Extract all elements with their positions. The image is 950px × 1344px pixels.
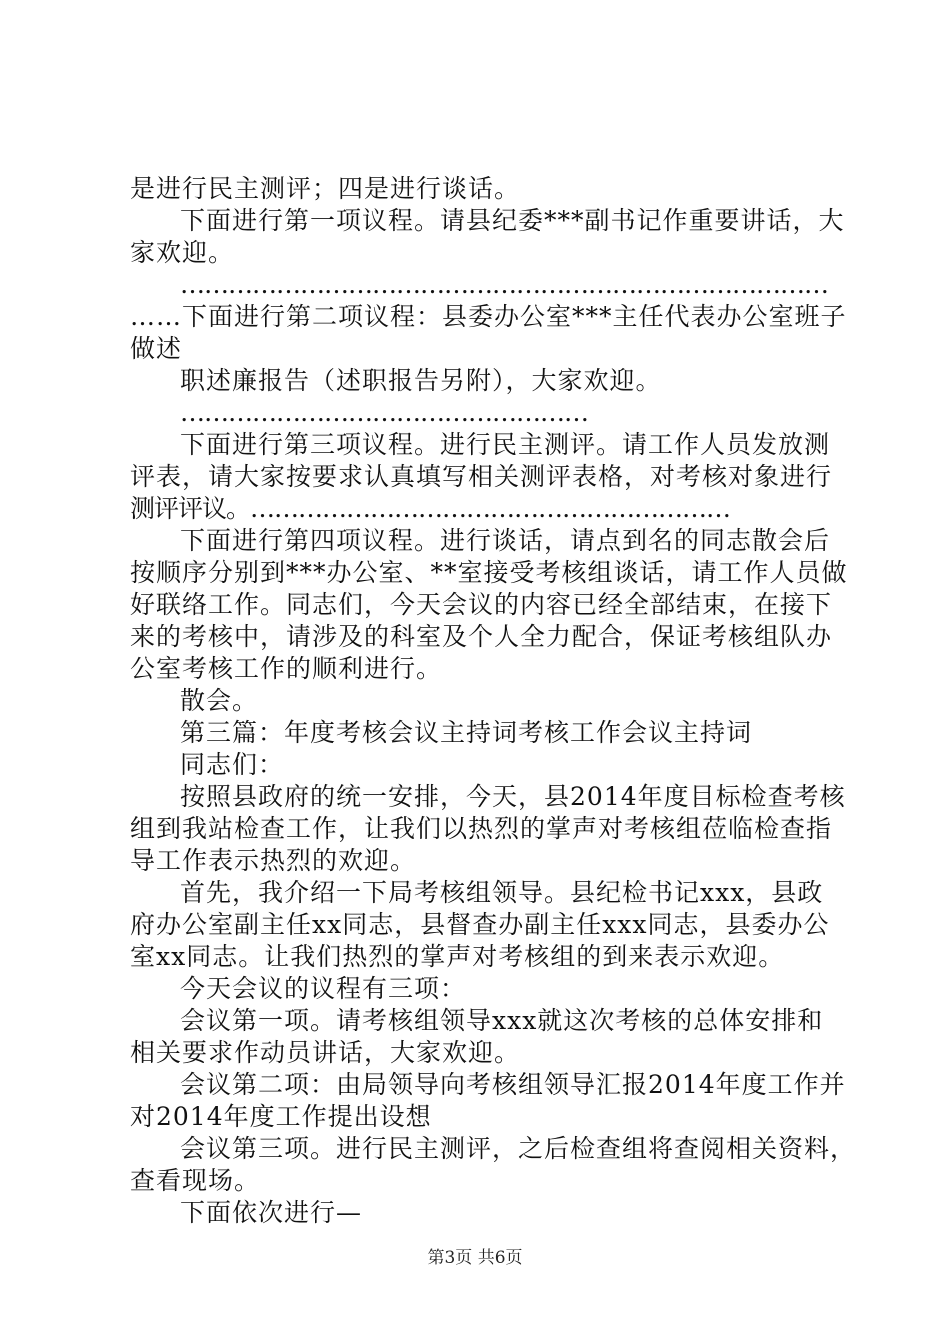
text-line: 会议第一项。请考核组领导xxx就这次考核的总体安排和 bbox=[180, 1006, 824, 1035]
section-heading: 第三篇：年度考核会议主持词考核工作会议主持词 bbox=[180, 718, 753, 747]
text-line: 室xx同志。让我们热烈的掌声对考核组的到来表示欢迎。 bbox=[130, 942, 785, 971]
document-body bbox=[130, 173, 857, 1229]
text-line: 下面依次进行— bbox=[180, 1198, 363, 1227]
text-line: 首先，我介绍一下局考核组领导。县纪检书记xxx，县政 bbox=[180, 878, 824, 907]
ellipsis-line: …………………………………………… bbox=[180, 398, 588, 427]
text-line: 下面进行第三项议程。进行民主测评。请工作人员发放测 bbox=[180, 430, 831, 459]
text-line: 下面进行第四项议程。进行谈话，请点到名的同志散会后 bbox=[180, 526, 831, 555]
text-line: ……下面进行第二项议程：县委办公室***主任代表办公室班子 bbox=[130, 302, 847, 331]
text-line: 来的考核中，请涉及的科室及个人全力配合，保证考核组队办 bbox=[130, 622, 833, 651]
text-line: 职述廉报告（述职报告另附），大家欢迎。 bbox=[180, 366, 662, 395]
text-line: 会议第二项：由局领导向考核组领导汇报2014年度工作并 bbox=[180, 1070, 846, 1099]
text-line: 相关要求作动员讲话，大家欢迎。 bbox=[130, 1038, 521, 1067]
text-line: 下面进行第一项议程。请县纪委***副书记作重要讲话，大 bbox=[180, 206, 845, 235]
text-line: 组到我站检查工作，让我们以热烈的掌声对考核组莅临检查指 bbox=[130, 814, 833, 843]
text-line: 好联络工作。同志们，今天会议的内容已经全部结束，在接下 bbox=[130, 590, 833, 619]
text-line: 导工作表示热烈的欢迎。 bbox=[130, 846, 417, 875]
text-line: 公室考核工作的顺利进行。 bbox=[130, 654, 443, 683]
text-line: 按照县政府的统一安排，今天，县2014年度目标检查考核 bbox=[180, 782, 846, 811]
text-line: 今天会议的议程有三项： bbox=[180, 974, 467, 1003]
text-line: 查看现场。 bbox=[130, 1166, 261, 1195]
text-line: 家欢迎。 bbox=[130, 238, 235, 267]
page-number-footer: 第3页 共6页 bbox=[427, 1248, 523, 1268]
text-line: 对2014年度工作提出设想 bbox=[130, 1102, 432, 1131]
text-line: 评表，请大家按要求认真填写相关测评表格，对考核对象进行 bbox=[130, 462, 833, 491]
salutation: 同志们： bbox=[180, 750, 285, 779]
text-line: 是进行民主测评；四是进行谈话。 bbox=[130, 174, 521, 203]
text-line: 会议第三项。进行民主测评，之后检查组将查阅相关资料， bbox=[180, 1134, 857, 1163]
text-line: 测评评议。…………………………………………………… bbox=[130, 494, 731, 523]
text-line: 府办公室副主任xx同志，县督查办副主任xxx同志，县委办公 bbox=[130, 910, 830, 939]
text-line: 散会。 bbox=[180, 686, 259, 715]
text-line: 按顺序分别到***办公室、**室接受考核组谈话，请工作人员做 bbox=[130, 558, 848, 587]
text-line: 做述 bbox=[130, 334, 183, 363]
ellipsis-line: ……………………………………………………………………… bbox=[180, 270, 828, 299]
